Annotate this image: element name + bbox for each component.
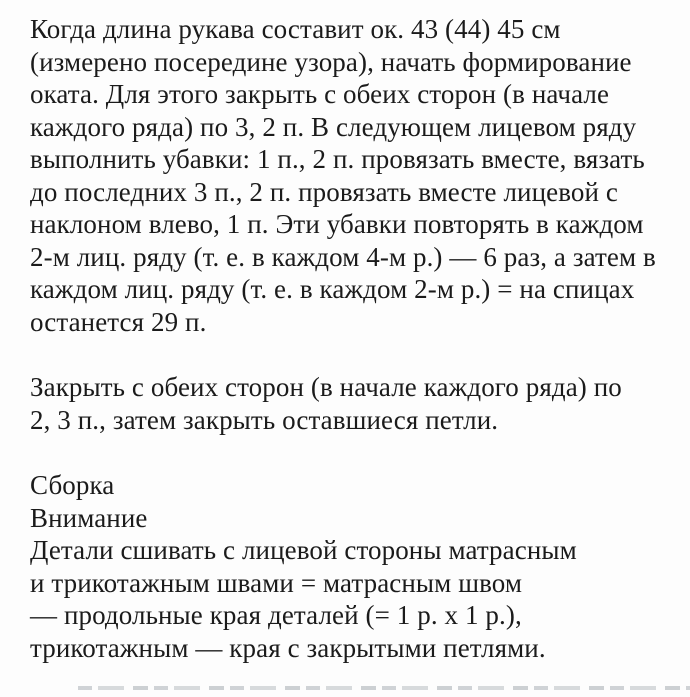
text-line: и трикотажным швами = матрасным швом xyxy=(30,567,523,598)
paragraph-bind-off xyxy=(30,371,680,436)
text-line: выполнить убавки: 1 п., 2 п. провязать вместе, вязать xyxy=(30,144,645,174)
clipped-next-line-artifact xyxy=(78,686,690,690)
assembly-heading: Сборка xyxy=(30,470,115,500)
text-line: наклоном влево, 1 п. Эти убавки повторять в каждом xyxy=(30,209,644,239)
text-line: каждом лиц. ряду (т. е. в каждом 2-м р.) = на спицах xyxy=(30,274,635,304)
text-line: трикотажным — края с закрытыми петлями. xyxy=(30,632,546,663)
text-line: Закрыть с обеих сторон (в начале каждого ряда) по xyxy=(30,372,622,402)
text-line: останется 29 п. xyxy=(30,306,207,337)
text-line: 2, 3 п., затем закрыть оставшиеся петли. xyxy=(30,404,499,435)
document-body xyxy=(30,13,680,697)
text-line: до последних 3 п., 2 п. провязать вместе лицевой с xyxy=(30,176,618,207)
text-line: Когда длина рукава составит ок. 43 (44) 45 см xyxy=(30,14,561,44)
text-line: 2-м лиц. ряду (т. е. в каждом 4-м р.) — 6 раз, а затем в xyxy=(30,241,656,272)
text-line: — продольные края деталей (= 1 р. х 1 р.), xyxy=(30,600,522,630)
text-line: (измерено посередине узора), начать формирование xyxy=(30,46,632,77)
paragraph-sleeve-cap-shaping xyxy=(30,13,680,338)
text-line: оката. Для этого закрыть с обеих сторон (в начале xyxy=(30,79,610,109)
paragraph-assembly xyxy=(30,469,680,664)
text-line: каждого ряда) по 3, 2 п. В следующем лицевом ряду xyxy=(30,111,637,142)
attention-heading: Внимание xyxy=(30,502,148,533)
text-line: Детали сшивать с лицевой стороны матрасным xyxy=(30,535,577,565)
